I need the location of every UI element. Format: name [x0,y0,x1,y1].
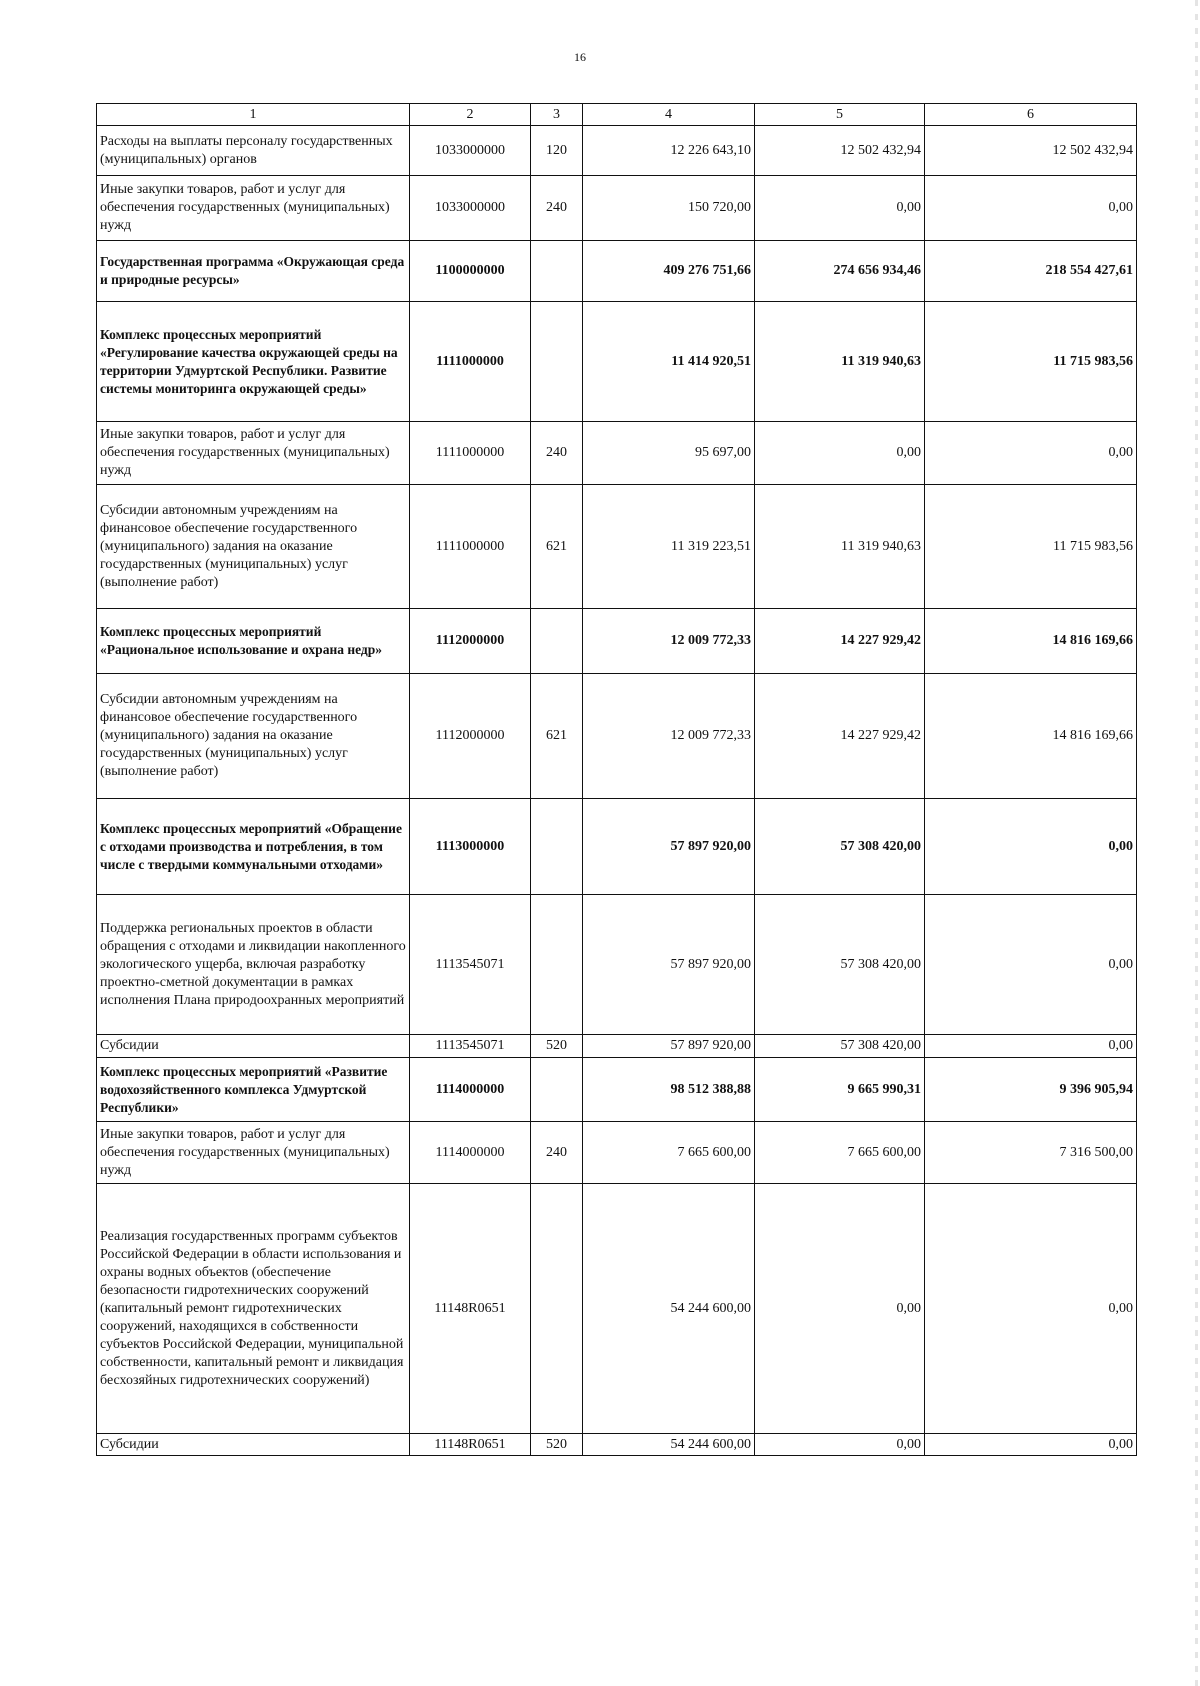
row-value-6: 218 554 427,61 [925,241,1137,302]
row-expense-type [531,302,583,422]
row-name: Иные закупки товаров, работ и услуг для обеспечения государственных (муниципальных) нужд [97,1122,410,1184]
page-number: 16 [574,50,586,64]
table-row [97,241,1137,302]
row-value-5: 0,00 [755,422,925,485]
row-expense-type [531,1058,583,1122]
row-value-6: 0,00 [925,422,1137,485]
row-name: Реализация государственных программ субъектов Российской Федерации в области использования и охраны водных объектов (обеспечение безопасности гидротехнических сооружений (капитальный ремонт гидротехнических сооружений, находящихся в собственности субъектов Российской Федерации, муниципальной собственности, капитальный ремонт и ликвидация бесхозяйных гидротехнических сооружений) [97,1184,410,1434]
row-value-5: 9 665 990,31 [755,1058,925,1122]
row-value-5: 14 227 929,42 [755,674,925,799]
row-value-4: 54 244 600,00 [583,1184,755,1434]
row-code: 1112000000 [410,674,531,799]
table-row [97,1434,1137,1456]
row-name: Государственная программа «Окружающая среда и природные ресурсы» [97,241,410,302]
table-row [97,895,1137,1035]
row-name: Иные закупки товаров, работ и услуг для обеспечения государственных (муниципальных) нужд [97,422,410,485]
budget-table [96,103,1137,1456]
row-value-6: 0,00 [925,1035,1137,1058]
column-header-6: 6 [925,104,1137,126]
row-value-4: 54 244 600,00 [583,1434,755,1456]
row-value-5: 12 502 432,94 [755,126,925,176]
row-name: Субсидии [97,1434,410,1456]
row-value-4: 98 512 388,88 [583,1058,755,1122]
row-code: 1111000000 [410,485,531,609]
table-row [97,674,1137,799]
row-name: Субсидии автономным учреждениям на финансовое обеспечение государственного (муниципального) задания на оказание государственных (муниципальных) услуг (выполнение работ) [97,485,410,609]
row-name: Субсидии автономным учреждениям на финансовое обеспечение государственного (муниципального) задания на оказание государственных (муниципальных) услуг (выполнение работ) [97,674,410,799]
row-name: Комплекс процессных мероприятий «Регулирование качества окружающей среды на территории Удмуртской Республики. Развитие системы мониторинга окружающей среды» [97,302,410,422]
row-value-6: 9 396 905,94 [925,1058,1137,1122]
row-code: 1111000000 [410,302,531,422]
row-value-6: 14 816 169,66 [925,674,1137,799]
row-code: 1112000000 [410,609,531,674]
column-header-2: 2 [410,104,531,126]
table-row [97,176,1137,241]
row-value-4: 11 319 223,51 [583,485,755,609]
column-header-5: 5 [755,104,925,126]
row-code: 1033000000 [410,176,531,241]
row-value-4: 57 897 920,00 [583,1035,755,1058]
row-code: 1033000000 [410,126,531,176]
table-row [97,609,1137,674]
row-value-6: 11 715 983,56 [925,302,1137,422]
row-expense-type: 240 [531,1122,583,1184]
row-value-5: 57 308 420,00 [755,895,925,1035]
table-row [97,1035,1137,1058]
row-expense-type: 240 [531,422,583,485]
row-value-6: 11 715 983,56 [925,485,1137,609]
row-expense-type: 120 [531,126,583,176]
row-value-4: 409 276 751,66 [583,241,755,302]
row-name: Комплекс процессных мероприятий «Рациональное использование и охрана недр» [97,609,410,674]
row-value-5: 0,00 [755,1184,925,1434]
row-expense-type [531,1184,583,1434]
row-value-5: 57 308 420,00 [755,1035,925,1058]
row-value-5: 0,00 [755,1434,925,1456]
row-value-6: 0,00 [925,895,1137,1035]
row-expense-type [531,799,583,895]
row-code: 1100000000 [410,241,531,302]
table-row [97,422,1137,485]
table-row [97,485,1137,609]
column-header-1: 1 [97,104,410,126]
row-code: 11148R0651 [410,1184,531,1434]
row-value-6: 0,00 [925,1434,1137,1456]
row-name: Комплекс процессных мероприятий «Развитие водохозяйственного комплекса Удмуртской Республики» [97,1058,410,1122]
row-expense-type: 520 [531,1434,583,1456]
row-expense-type [531,241,583,302]
table-row [97,1058,1137,1122]
row-value-5: 0,00 [755,176,925,241]
row-value-5: 7 665 600,00 [755,1122,925,1184]
row-value-4: 7 665 600,00 [583,1122,755,1184]
row-expense-type: 621 [531,674,583,799]
row-value-5: 274 656 934,46 [755,241,925,302]
row-expense-type: 240 [531,176,583,241]
table-row [97,799,1137,895]
row-code: 1113545071 [410,1035,531,1058]
row-value-6: 14 816 169,66 [925,609,1137,674]
scan-edge-artifact [1195,0,1198,1686]
row-value-5: 11 319 940,63 [755,485,925,609]
row-value-4: 12 226 643,10 [583,126,755,176]
row-code: 1113000000 [410,799,531,895]
row-name: Комплекс процессных мероприятий «Обращение с отходами производства и потребления, в том числе с твердыми коммунальными отходами» [97,799,410,895]
row-expense-type [531,609,583,674]
row-code: 1114000000 [410,1058,531,1122]
row-value-4: 11 414 920,51 [583,302,755,422]
row-value-4: 12 009 772,33 [583,674,755,799]
row-name: Расходы на выплаты персоналу государственных (муниципальных) органов [97,126,410,176]
table-row [97,1184,1137,1434]
column-header-4: 4 [583,104,755,126]
row-name: Субсидии [97,1035,410,1058]
row-value-6: 0,00 [925,176,1137,241]
row-expense-type: 621 [531,485,583,609]
row-code: 1114000000 [410,1122,531,1184]
row-code: 1111000000 [410,422,531,485]
row-expense-type: 520 [531,1035,583,1058]
row-name: Поддержка региональных проектов в области обращения с отходами и ликвидации накопленного экологического ущерба, включая разработку проектно-сметной документации в рамках исполнения Плана природоохранных мероприятий [97,895,410,1035]
column-header-3: 3 [531,104,583,126]
row-value-4: 12 009 772,33 [583,609,755,674]
table-row [97,126,1137,176]
row-value-5: 11 319 940,63 [755,302,925,422]
column-number-row [97,104,1137,126]
row-value-4: 57 897 920,00 [583,895,755,1035]
row-value-4: 95 697,00 [583,422,755,485]
row-expense-type [531,895,583,1035]
row-name: Иные закупки товаров, работ и услуг для обеспечения государственных (муниципальных) нужд [97,176,410,241]
row-value-6: 7 316 500,00 [925,1122,1137,1184]
row-code: 11148R0651 [410,1434,531,1456]
row-code: 1113545071 [410,895,531,1035]
row-value-5: 57 308 420,00 [755,799,925,895]
row-value-6: 0,00 [925,799,1137,895]
table-row [97,1122,1137,1184]
row-value-4: 150 720,00 [583,176,755,241]
row-value-6: 0,00 [925,1184,1137,1434]
row-value-5: 14 227 929,42 [755,609,925,674]
row-value-4: 57 897 920,00 [583,799,755,895]
row-value-6: 12 502 432,94 [925,126,1137,176]
table-row [97,302,1137,422]
